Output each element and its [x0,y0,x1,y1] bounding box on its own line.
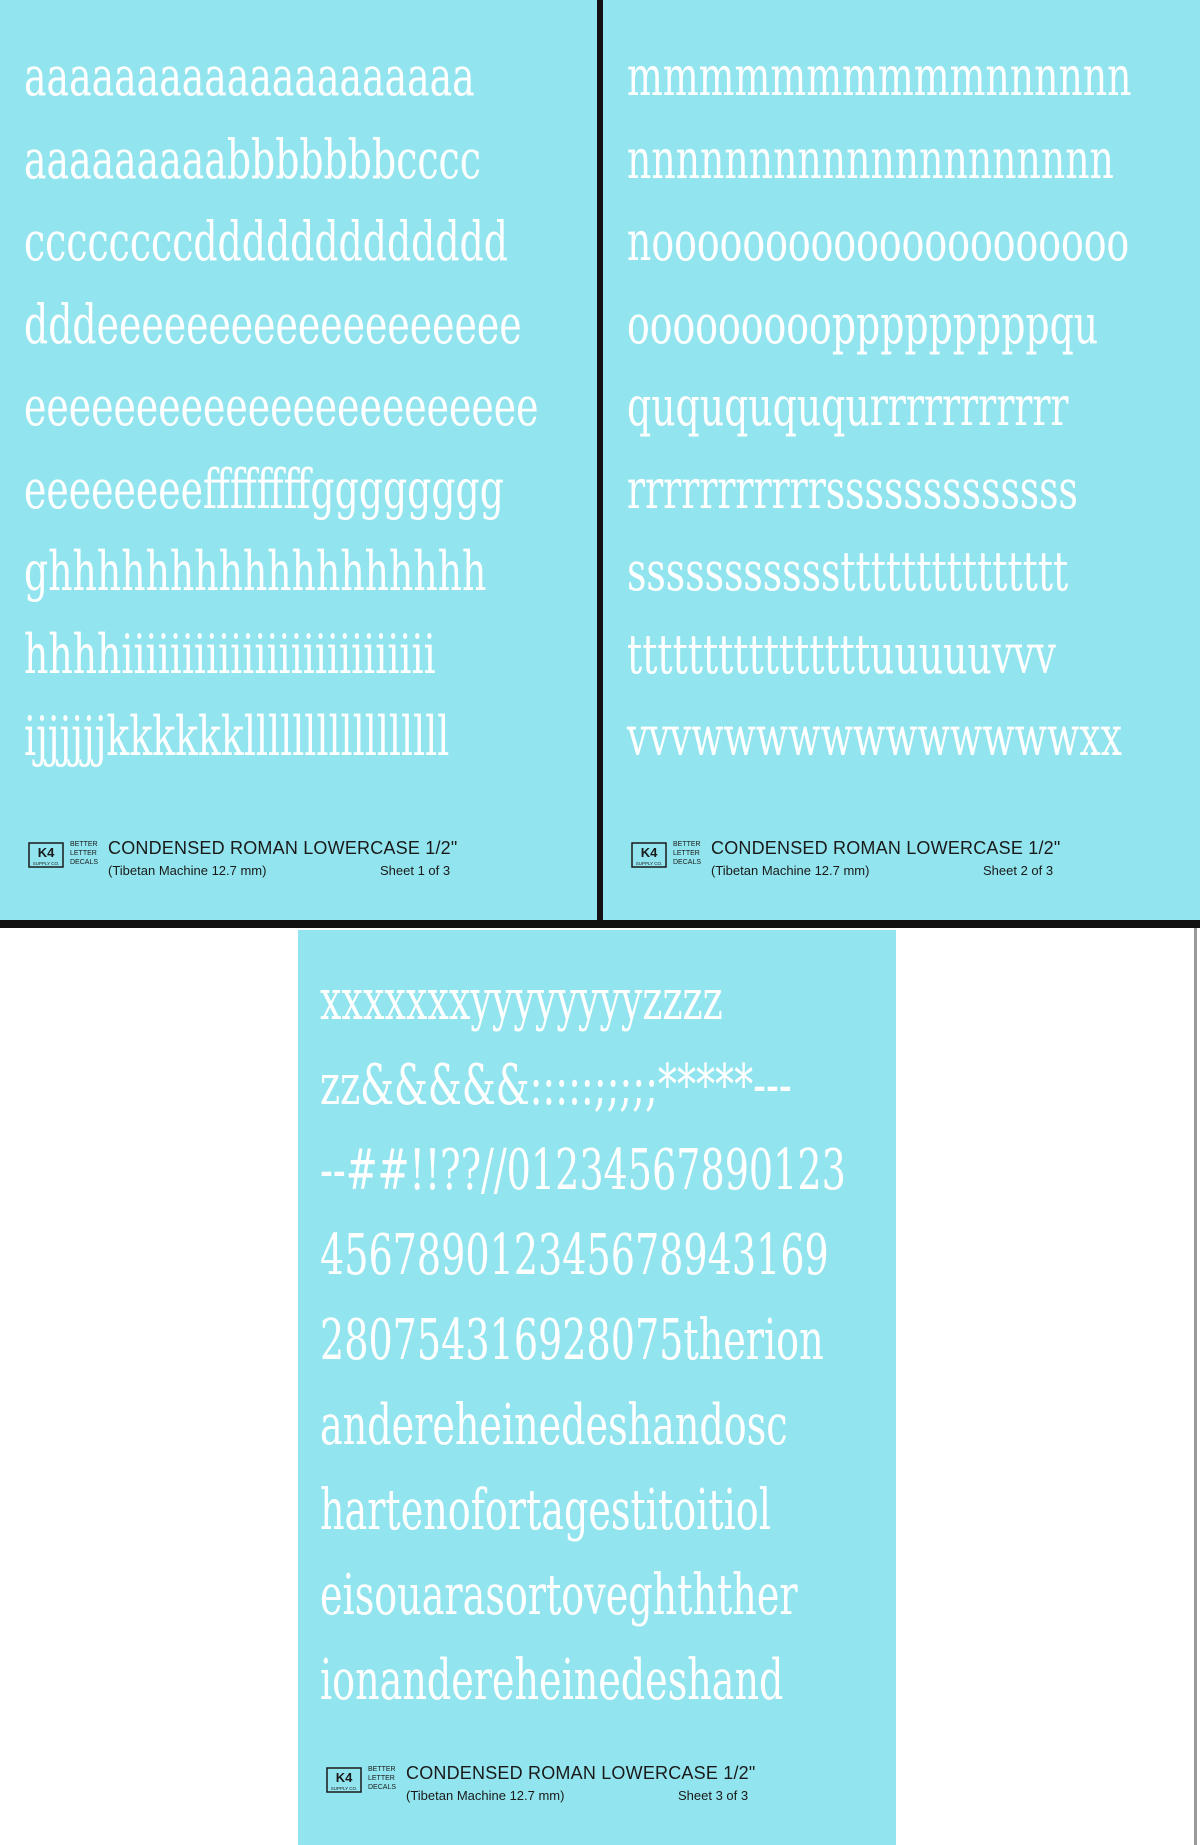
sheet-subtitle: (Tibetan Machine 12.7 mm) [711,863,870,878]
letter-row: 45678901234567894316​9 [320,1223,829,1288]
sheet-title: CONDENSED ROMAN LOWERCASE 1/2" [406,1763,756,1783]
svg-text:SUPPLY CO.: SUPPLY CO. [32,861,60,866]
decal-sheet-3 [298,930,896,1845]
letter-row: sssssssssssttttttttttttttt [627,540,1069,603]
letter-row: nooooooooooooooooooooo [627,210,1130,273]
letter-row: eeeeeeeeeeeeeeeeeeeeeee [24,375,539,438]
sheet-number: Sheet 2 of 3 [983,863,1054,878]
letter-rows [24,36,589,779]
letter-row: 280754316928075therion [320,1308,824,1373]
letter-row: --##!!??//01234567890123 [320,1138,846,1203]
letter-row: hartenofortagestitoitiol [320,1478,771,1543]
letter-rows [627,36,1192,779]
svg-text:K4: K4 [335,1770,353,1785]
brand-tagline: BETTER LETTER DECALS [368,1766,397,1791]
letter-row: quququququrrrrrrrrrrr [627,375,1069,438]
sheet-number: Sheet 1 of 3 [380,863,451,878]
svg-text:SUPPLY CO.: SUPPLY CO. [330,1786,358,1791]
sheet-subtitle: (Tibetan Machine 12.7 mm) [406,1788,565,1803]
letter-row: ghhhhhhhhhhhhhhhhhh [24,540,487,603]
svg-text:K4: K4 [37,845,55,860]
letter-row: andereheinedeshandosc [320,1393,788,1458]
letter-row: eisouarasortoveghthther [320,1563,798,1628]
brand-tagline: BETTER LETTER DECALS [70,841,99,866]
letter-row: dddeeeeeeeeeeeeeeeeeee [24,292,522,356]
letter-row: ttttttttttttttttuuuuuvvv [627,622,1056,686]
sheet-footer [631,838,1091,882]
letter-row: rrrrrrrrrrrsssssssssssss [627,457,1078,521]
svg-text:K4: K4 [640,845,658,860]
sheet-footer [28,838,488,882]
letter-row: xxxxxxxyyyyyyyyzzzz [320,968,723,1033]
letter-row: ijjjjjjkkkkkklllllllllllllllll [24,705,450,768]
letter-row: hhhhiiiiiiiiiiiiiiiiiiiiiiiiii [24,622,436,686]
letter-rows [320,958,888,1723]
sheet-footer [326,1763,786,1807]
letter-row: aaaaaaaaaaaaaaaaaaaa [24,45,475,108]
letter-row: ooooooooopppppppppqu [627,292,1099,356]
sheet-subtitle: (Tibetan Machine 12.7 mm) [108,863,267,878]
k4-logo-icon [28,842,64,868]
k4-logo-icon [326,1767,362,1793]
svg-text:SUPPLY CO.: SUPPLY CO. [635,861,663,866]
k4-logo-icon [631,842,667,868]
brand-tagline: BETTER LETTER DECALS [673,841,702,866]
sheet-title: CONDENSED ROMAN LOWERCASE 1/2" [108,838,458,858]
letter-row: ionandereheinedeshand [320,1648,784,1713]
letter-row: ccccccccddddddddddddd [24,210,508,273]
letter-row: mmmmmmmmmmnnnnnn [627,45,1132,108]
sheet-number: Sheet 3 of 3 [678,1788,749,1803]
letter-row: eeeeeeeeffffffffgggggggg [24,457,504,521]
letter-row: vvvwwwwwwwwwwwwxx [627,705,1122,768]
decal-sheet-2 [603,0,1200,920]
letter-row: aaaaaaaaabbbbbbbcccc [24,127,481,191]
letter-row: nnnnnnnnnnnnnnnnnnnn [627,127,1114,191]
sheet-title: CONDENSED ROMAN LOWERCASE 1/2" [711,838,1061,858]
page-edge-line [1194,928,1197,1845]
letter-row: zz&&&&&:::::;;;;;*****--- [320,1053,792,1118]
decal-sheet-1 [0,0,597,920]
